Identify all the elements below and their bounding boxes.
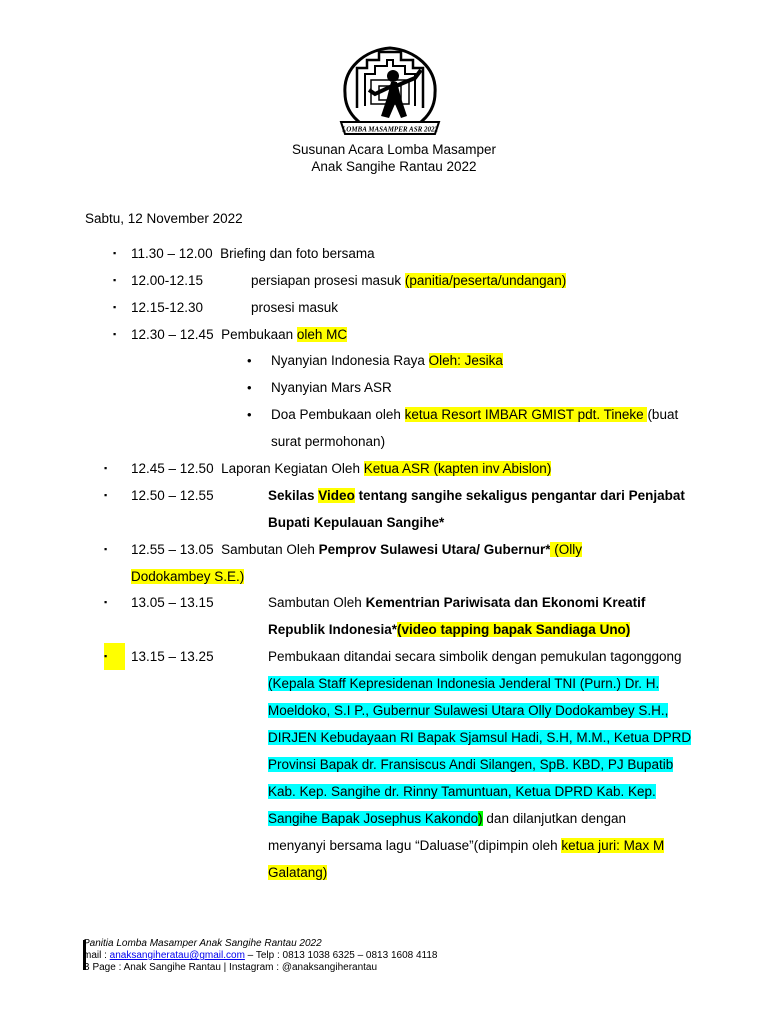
dot-bullet-icon: • xyxy=(247,353,252,368)
highlight-note: (Olly xyxy=(550,542,582,557)
guest-list-close: ) xyxy=(478,811,483,826)
footer-mail-label: mail : xyxy=(83,950,110,961)
agenda-time: 11.30 – 12.00 xyxy=(131,246,213,261)
event-date: Sabtu, 12 November 2022 xyxy=(85,211,243,226)
agenda-time: 13.15 – 13.25 xyxy=(131,649,214,664)
agenda-bold-text: Pemprov Sulawesi Utara/ Gubernur* xyxy=(318,542,551,557)
sub-item-text-line2: surat permohonan) xyxy=(271,434,386,449)
sub-item-text: Nyanyian Indonesia Raya xyxy=(271,353,429,368)
agenda-time: 12.55 – 13.05 xyxy=(131,542,214,557)
agenda-row-8-line2 xyxy=(268,616,630,643)
guest-list-line: DIRJEN Kebudayaan RI Bapak Sjamsul Hadi, S.H, M.M., Ketua DPRD xyxy=(268,730,692,745)
sub-item-text: Nyanyian Mars ASR xyxy=(271,380,392,395)
highlight-note: (panitia/peserta/undangan) xyxy=(404,273,567,288)
agenda-row-6 xyxy=(268,482,685,509)
agenda-text: Laporan Kegiatan Oleh xyxy=(221,461,364,476)
footer xyxy=(83,938,438,974)
guest-list-last-line xyxy=(268,805,626,832)
dot-bullet-icon: • xyxy=(247,407,252,422)
agenda-row-2 xyxy=(251,267,566,294)
bullet-icon: ▪ xyxy=(104,597,108,607)
agenda-time: 12.45 – 12.50 xyxy=(131,461,214,476)
agenda-text: Sambutan Oleh xyxy=(221,542,319,557)
bullet-icon: ▪ xyxy=(113,248,117,258)
highlight-note: Dodokambey S.E.) xyxy=(131,569,245,584)
sub-item-1 xyxy=(271,347,503,374)
guest-list-line: (Kepala Staff Kepresidenan Indonesia Jenderal TNI (Purn.) Dr. H. xyxy=(268,676,660,691)
agenda-row-5 xyxy=(131,455,551,482)
agenda-time: 12.00-12.15 xyxy=(131,273,204,288)
agenda-row-7-line2 xyxy=(131,563,244,590)
logo-banner-text: LOMBA MASAMPER ASR 2022 xyxy=(341,125,439,134)
dot-bullet-icon: • xyxy=(247,380,252,395)
agenda-text: dan dilanjutkan dengan xyxy=(482,811,627,826)
agenda-text: Sekilas xyxy=(268,488,319,503)
agenda-time: 13.05 – 13.15 xyxy=(131,595,214,610)
bullet-icon: ▪ xyxy=(113,275,117,285)
highlight-note: Oleh: Jesika xyxy=(428,353,503,368)
agenda-text: Pembukaan xyxy=(221,327,297,342)
agenda-row-7 xyxy=(131,536,582,563)
agenda-text: menyanyi bersama lagu “Daluase”(dipimpin oleh xyxy=(268,838,562,853)
agenda-row-9-line7 xyxy=(268,832,664,859)
agenda-text: Sambutan Oleh xyxy=(268,595,366,610)
bullet-icon: ▪ xyxy=(104,490,108,500)
footer-email-link[interactable]: anaksangiheratau@gmail.com xyxy=(109,950,245,961)
bullet-icon: ▪ xyxy=(104,643,125,670)
bullet-icon: ▪ xyxy=(113,302,117,312)
highlight-note: Galatang) xyxy=(268,865,328,880)
agenda-bold-text: Republik Indonesia* xyxy=(268,622,398,637)
highlight-note: Ketua ASR (kapten inv Abislon) xyxy=(363,461,552,476)
masamper-dancer-logo-icon xyxy=(335,38,445,140)
guest-list-line: Moeldoko, S.I P., Gubernur Sulawesi Utara Olly Dodokambey S.H., xyxy=(268,703,669,718)
highlight-note: oleh MC xyxy=(296,327,348,342)
agenda-bold-text: Kementrian Pariwisata dan Ekonomi Kreatif xyxy=(365,595,646,610)
agenda-row-4 xyxy=(131,321,347,348)
agenda-text: prosesi masuk xyxy=(251,300,339,315)
bullet-icon: ▪ xyxy=(104,544,108,554)
guest-list-line: Sangihe Bapak Josephus Kakondo xyxy=(268,811,479,826)
doc-title-line2: Anak Sangihe Rantau 2022 xyxy=(311,159,477,174)
footer-social: B Page : Anak Sangihe Rantau | Instagram : @anaksangiherantau xyxy=(83,962,378,973)
footer-committee: Panitia Lomba Masamper Anak Sangihe Rantau 2022 xyxy=(83,938,322,949)
highlight-note: Video xyxy=(318,488,355,503)
guest-list-line: Kab. Kep. Sangihe dr. Rinny Tamuntuan, Ketua DPRD Kab. Kep. xyxy=(268,784,656,799)
doc-title-line1: Susunan Acara Lomba Masamper xyxy=(291,142,497,157)
sub-item-3 xyxy=(271,401,678,428)
agenda-text: Pembukaan ditandai secara simbolik dengan pemukulan tagonggong xyxy=(268,649,682,664)
agenda-text-line2: Bupati Kepulauan Sangihe* xyxy=(268,515,445,530)
footer-phone: – Telp : 0813 1038 6325 – 0813 1608 4118 xyxy=(244,950,438,961)
footer-contact xyxy=(83,950,438,962)
agenda-time: 12.15-12.30 xyxy=(131,300,204,315)
sub-item-tail: (buat xyxy=(647,407,679,422)
highlight-note: ketua juri: Max M xyxy=(561,838,665,853)
highlight-note: (video tapping bapak Sandiaga Uno) xyxy=(397,622,631,637)
agenda-row-1 xyxy=(131,240,375,267)
bullet-icon: ▪ xyxy=(104,463,108,473)
highlight-note: ketua Resort IMBAR GMIST pdt. Tineke xyxy=(404,407,648,422)
agenda-text: tentang sangihe sekaligus pengantar dari Penjabat xyxy=(354,488,685,503)
bullet-icon: ▪ xyxy=(113,329,117,339)
agenda-text: persiapan prosesi masuk xyxy=(251,273,405,288)
guest-list-line: Provinsi Bapak dr. Fransiscus Andi Silangen, SpB. KBD, PJ Bupatib xyxy=(268,757,674,772)
agenda-row-8 xyxy=(268,589,645,616)
agenda-text: Briefing dan foto bersama xyxy=(220,246,375,261)
sub-item-text: Doa Pembukaan oleh xyxy=(271,407,405,422)
agenda-time: 12.50 – 12.55 xyxy=(131,488,214,503)
agenda-time: 12.30 – 12.45 xyxy=(131,327,214,342)
